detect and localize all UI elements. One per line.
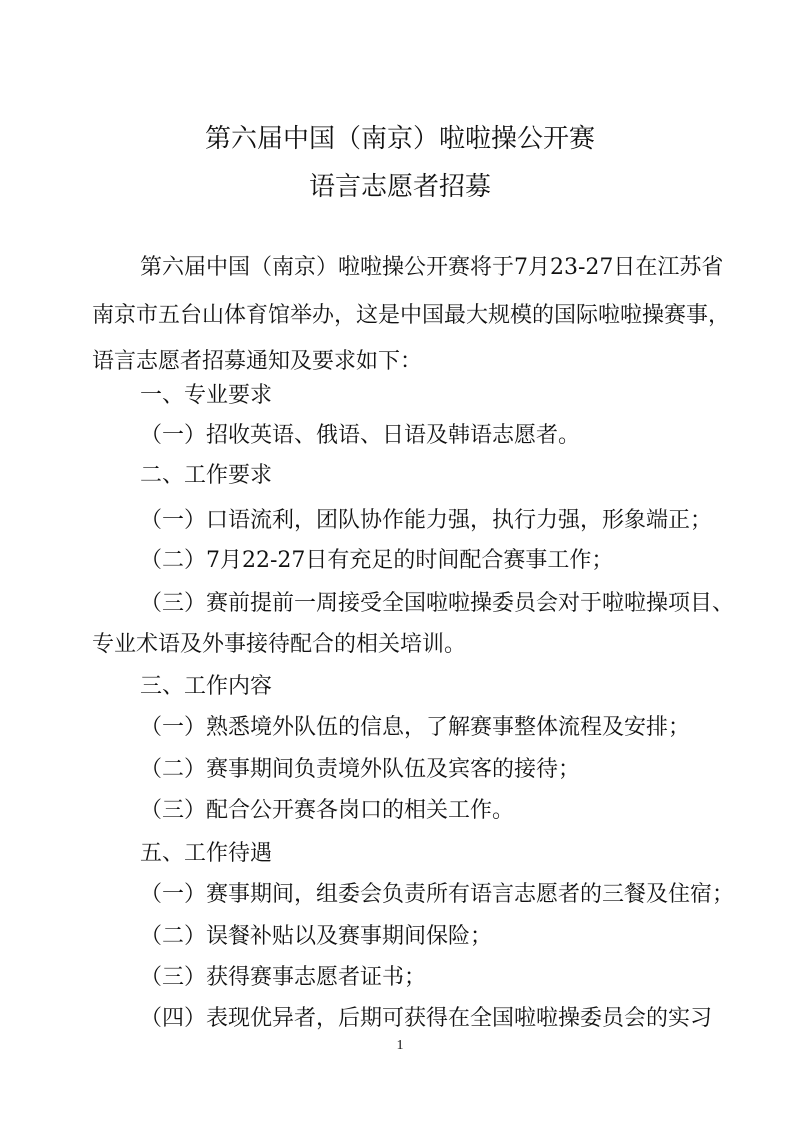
list-item: （三）赛前提前一周接受全国啦啦操委员会对于啦啦操项目、 [140,591,735,616]
list-item: （一）熟悉境外队伍的信息，了解赛事整体流程及安排； [140,715,691,740]
document-subtitle: 语言志愿者招募 [308,172,491,202]
document-title: 第六届中国（南京）啦啦操公开赛 [204,124,595,154]
list-item: （一）招收英语、俄语、日语及韩语志愿者。 [140,423,581,448]
list-item: （三）获得赛事志愿者证书； [140,965,427,990]
section-heading-professional-requirements: 一、专业要求 [140,383,273,408]
list-item: （四）表现优异者，后期可获得在全国啦啦操委员会的实习 [140,1006,713,1031]
page-number: 1 [396,1038,404,1053]
list-item: （三）配合公开赛各岗口的相关工作。 [140,798,515,823]
section-heading-work-requirements: 二、工作要求 [140,463,273,488]
section-heading-work-benefits: 五、工作待遇 [140,841,273,866]
list-item: （二）7月22-27日有充足的时间配合赛事工作； [140,548,614,573]
intro-line-2: 南京市五台山体育馆举办，这是中国最大规模的国际啦啦操赛事， [92,303,731,328]
list-item: （二）误餐补贴以及赛事期间保险； [140,924,493,949]
list-item: （一）口语流利，团队协作能力强，执行力强，形象端正； [140,508,713,533]
list-item-continuation: 专业术语及外事接待配合的相关培训。 [92,632,467,657]
list-item: （一）赛事期间，组委会负责所有语言志愿者的三餐及住宿； [140,882,735,907]
section-heading-work-content: 三、工作内容 [140,674,273,699]
list-item: （二）赛事期间负责境外队伍及宾客的接待； [140,757,581,782]
intro-line-1: 第六届中国（南京）啦啦操公开赛将于7月23-27日在江苏省 [140,255,724,280]
intro-line-3: 语言志愿者招募通知及要求如下： [92,349,423,374]
